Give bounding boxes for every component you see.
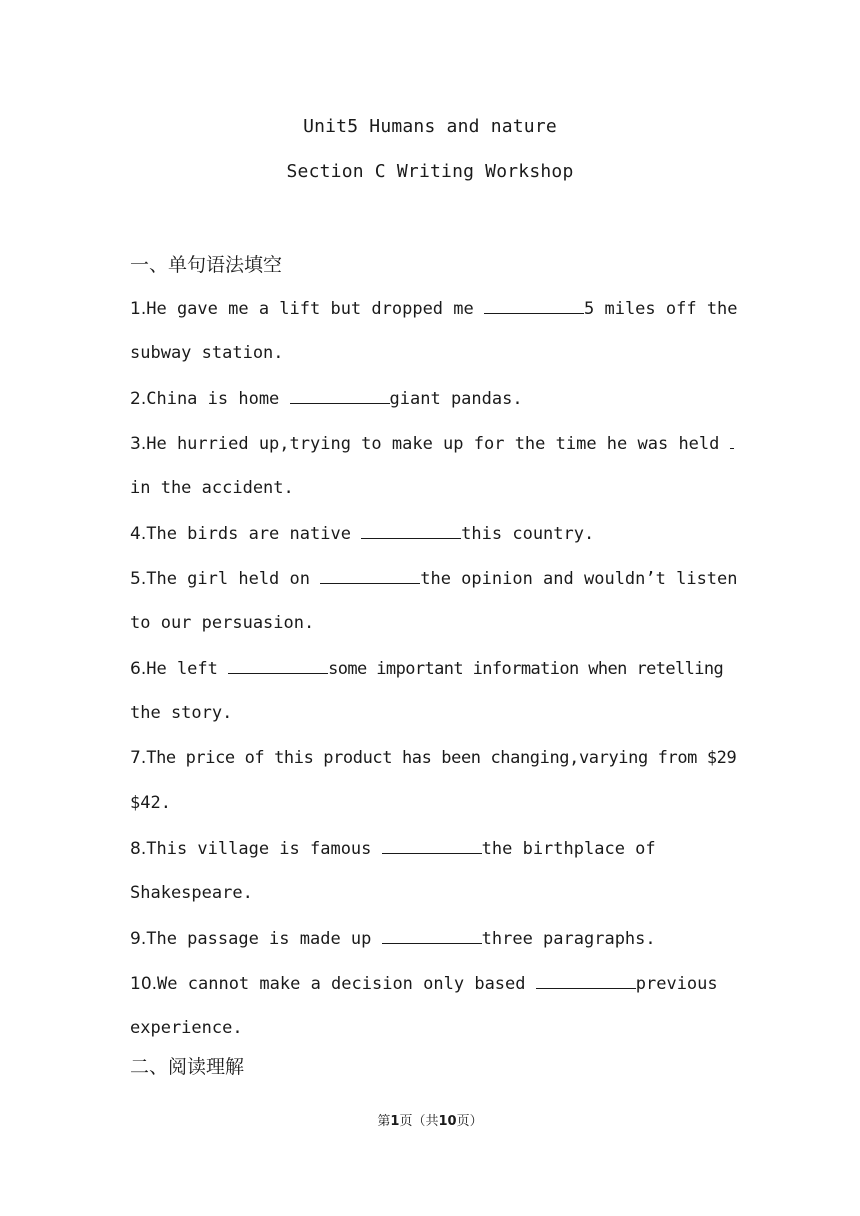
answer-blank[interactable] (382, 837, 482, 854)
question-text: He left (146, 659, 229, 679)
question-4 (130, 522, 740, 545)
question-6-continued: the story. (130, 703, 233, 723)
question-text: the birthplace of (481, 839, 656, 859)
answer-blank[interactable] (730, 432, 734, 449)
footer-prefix: 第 (377, 1114, 391, 1129)
question-8 (130, 837, 740, 860)
question-number: 2. (130, 389, 147, 409)
question-number: 8. (130, 839, 147, 859)
question-9 (130, 927, 740, 950)
answer-blank[interactable] (320, 567, 420, 584)
question-number: 4. (130, 524, 147, 544)
question-number: 6. (130, 659, 147, 679)
question-text: He gave me a lift but dropped me (146, 299, 484, 319)
question-number: 1. (130, 299, 147, 319)
question-1-continued: subway station. (130, 343, 284, 363)
question-7 (130, 747, 740, 769)
question-text: The passage is made up (146, 929, 382, 949)
footer-suffix: 页） (456, 1114, 483, 1129)
section-heading-grammar: 一、单句语法填空 (130, 254, 283, 276)
answer-blank[interactable] (290, 387, 390, 404)
question-text: China is home (146, 389, 290, 409)
question-5 (130, 567, 740, 590)
question-text: We cannot make a decision only based (157, 974, 536, 994)
question-1 (130, 297, 740, 320)
question-text: This village is famous (146, 839, 382, 859)
question-5-continued: to our persuasion. (130, 613, 315, 633)
document-subtitle: Section C Writing Workshop (286, 161, 574, 182)
page-footer (0, 1110, 860, 1129)
question-10 (130, 972, 740, 995)
question-7-continued: $42. (130, 793, 171, 813)
question-3-continued: in the accident. (130, 478, 294, 498)
question-text: some important information when retelling (328, 659, 724, 679)
page-number: 1 (390, 1114, 400, 1129)
footer-mid: 页（共 (399, 1114, 439, 1129)
question-number: 5. (130, 569, 147, 589)
question-6 (130, 657, 740, 680)
question-text: previous (635, 974, 718, 994)
answer-blank[interactable] (484, 297, 584, 314)
question-text: the opinion and wouldn’t listen (420, 569, 738, 589)
answer-blank[interactable] (361, 522, 461, 539)
question-3 (130, 432, 740, 455)
question-number: 10. (130, 974, 158, 994)
section-heading-reading: 二、阅读理解 (130, 1056, 245, 1078)
question-number: 9. (130, 929, 147, 949)
question-text: He hurried up,trying to make up for the time he was held (146, 434, 730, 454)
question-text: three paragraphs. (481, 929, 656, 949)
answer-blank[interactable] (382, 927, 482, 944)
question-number: 7. (130, 748, 147, 768)
question-10-continued: experience. (130, 1018, 243, 1038)
question-number: 3. (130, 434, 147, 454)
document-title: Unit5 Humans and nature (303, 116, 557, 137)
question-text: The girl held on (146, 569, 321, 589)
question-text: this country. (461, 524, 595, 544)
question-8-continued: Shakespeare. (130, 883, 253, 903)
page-total: 10 (438, 1114, 457, 1129)
question-text: The price of this product has been changing,varying from $29 (146, 748, 737, 768)
question-text: giant pandas. (389, 389, 523, 409)
answer-blank[interactable] (536, 972, 636, 989)
question-text: 5 miles off the (584, 299, 738, 319)
answer-blank[interactable] (228, 657, 328, 674)
question-2 (130, 387, 740, 410)
question-text: The birds are native (146, 524, 362, 544)
